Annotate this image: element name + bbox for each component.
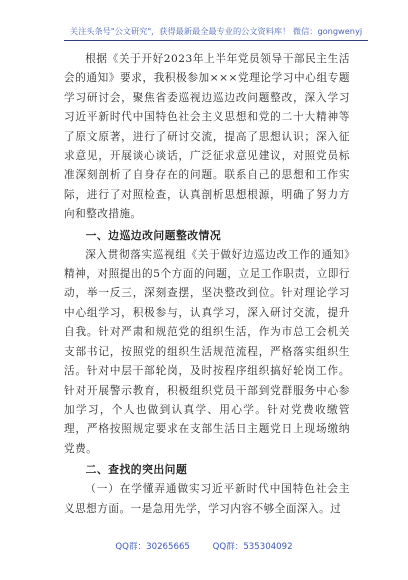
header-promo-note: 关注头条号"公文研究"，获得最新最全最专业的公文资料库！ 微信：gongwenyj	[69, 26, 363, 36]
section-heading-1: 一、边巡边改问题整改情况	[85, 228, 222, 242]
section-heading-2: 二、查找的突出问题	[85, 463, 188, 477]
qq-group-1: QQ群：30265665	[115, 542, 190, 552]
qq-group-2: QQ群：535304092	[212, 542, 293, 552]
rectification-paragraph: 深入贯彻落实巡视组《关于做好边巡边改工作的通知》精神，对照提出的5个方面的问题，立足工作职责，立即行动，举一反三，深刻查摆，坚决整改到位。针对理论学习中心组学习，积极参与，认真学习，深入研讨交流，提升自我。针对严肃和规范党的组织生活，作为市总工会机关支部书记，按照党的组织生活规范流程，严格落实组织生活。针对中层干部轮岗，及时按程序组织搞好轮岗工作。针对开展警示教育，积极组织党员干部到党群服务中心参加学习，个人也做到认真学、用心学。针对党费收缴管理，严格按照规定要求在支部生活日主题党日上现场缴纳党费。	[64, 248, 350, 455]
document-body	[64, 50, 350, 519]
intro-paragraph: 根据《关于开好2023年上半年党员领导干部民主生活会的通知》要求，我积极参加×××党理论学习中心组专题学习研讨会，聚焦省委巡视边巡边改问题整改，深入学习习近平新时代中国特色社会主义思想和党的二十大精神等了原文原著，进行了研讨交流，提高了思想认识；深入征求意见，开展谈心谈话，广泛征求意见建议，对照党员标准深刻剖析了自身存在的问题。联系自己的思想和工作实际，进行了对照检查，认真剖析思想根源，明确了努力方向和整改措施。	[64, 53, 350, 221]
footer-qq-groups	[0, 540, 408, 552]
header-divider	[64, 40, 368, 41]
problems-paragraph: （一）在学懂弄通做实习近平新时代中国特色社会主义思想方面。一是急用先学，学习内容不够全面深入。过	[64, 483, 350, 515]
